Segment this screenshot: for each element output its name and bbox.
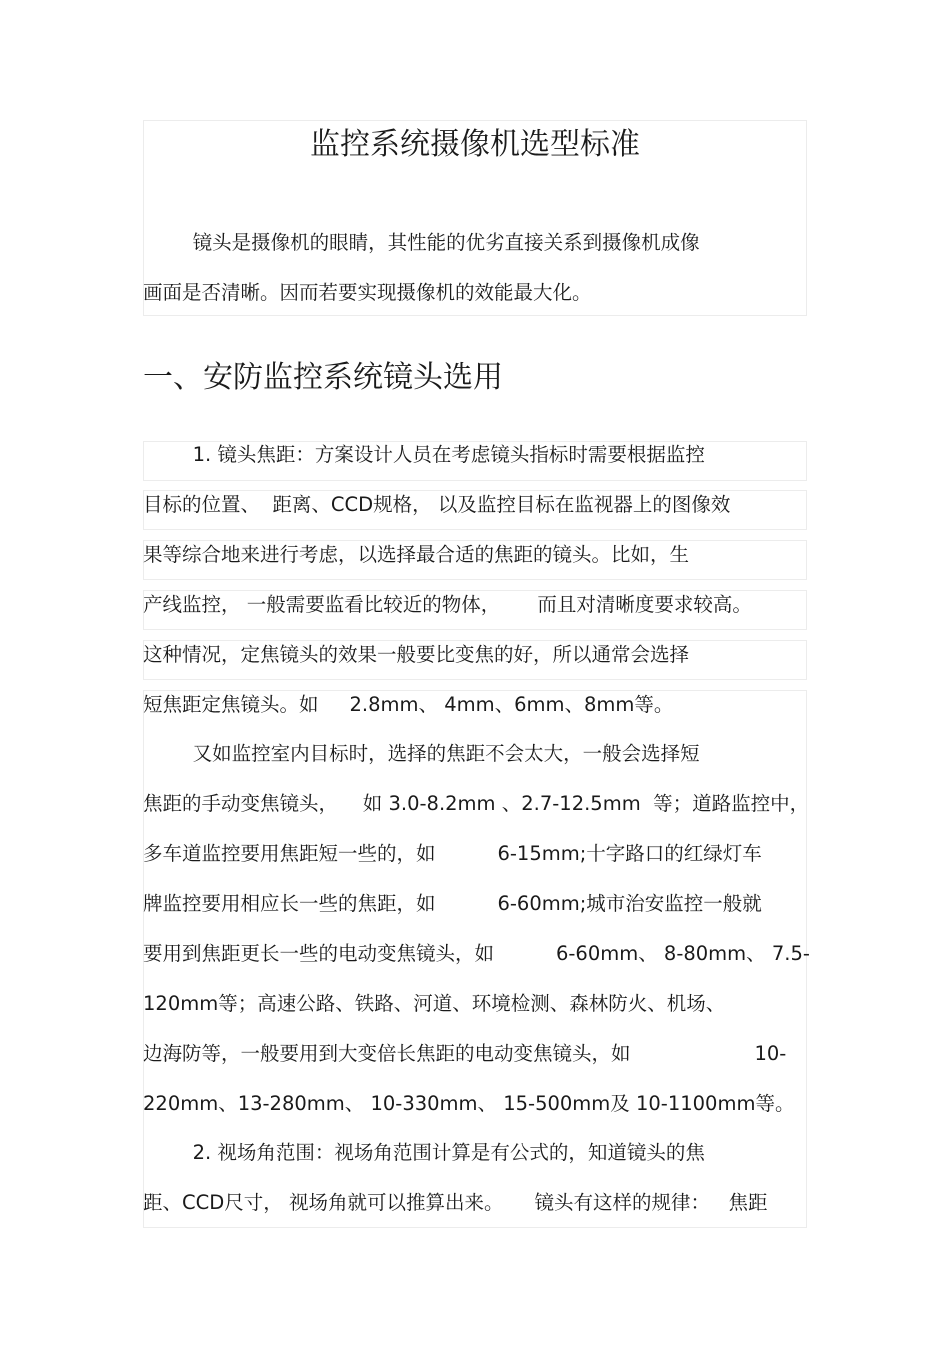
body-line: 短焦距定焦镜头。如 2.8mm、 4mm、6mm、8mm等。 — [143, 693, 674, 716]
body-line: 边海防等，一般要用到大变倍长焦距的电动变焦镜头，如 10- — [143, 1042, 787, 1065]
body-line: 120mm等；高速公路、铁路、河道、环境检测、森林防火、机场、 — [143, 992, 726, 1015]
body-line: 这种情况，定焦镜头的效果一般要比变焦的好，所以通常会选择 — [143, 643, 690, 666]
body-line: 要用到焦距更长一些的电动变焦镜头，如 6-60mm、 8-80mm、 7.5- — [143, 942, 810, 965]
body-line: 产线监控， 一般需要监看比较近的物体， 而且对清晰度要求较高。 — [143, 593, 752, 616]
body-line: 多车道监控要用焦距短一些的，如 6-15mm;十字路口的红绿灯车 — [143, 842, 762, 865]
body-line: 1. 镜头焦距：方案设计人员在考虑镜头指标时需要根据监控 — [143, 443, 705, 466]
body-line: 果等综合地来进行考虑，以选择最合适的焦距的镜头。比如，生 — [143, 543, 690, 566]
section-heading: 一、安防监控系统镜头选用 — [143, 360, 503, 395]
body-line: 2. 视场角范围：视场角范围计算是有公式的，知道镜头的焦 — [143, 1141, 705, 1164]
body-line: 焦距的手动变焦镜头， 如 3.0-8.2mm 、2.7-12.5mm 等；道路监控中， — [143, 792, 810, 815]
body-line: 距、CCD尺寸， 视场角就可以推算出来。 镜头有这样的规律： 焦距 — [143, 1191, 768, 1214]
body-line: 牌监控要用相应长一些的焦距，如 6-60mm;城市治安监控一般就 — [143, 892, 762, 915]
intro-line: 画面是否清晰。因而若要实现摄像机的效能最大化。 — [143, 281, 592, 304]
body-line: 又如监控室内目标时，选择的焦距不会太大，一般会选择短 — [143, 742, 700, 765]
intro-line: 镜头是摄像机的眼睛，其性能的优劣直接关系到摄像机成像 — [143, 231, 700, 254]
body-line: 220mm、13-280mm、 10-330mm、 15-500mm及 10-1100mm等。 — [143, 1092, 795, 1115]
body-line: 目标的位置、 距离、CCD规格， 以及监控目标在监视器上的图像效 — [143, 493, 731, 516]
document-title: 监控系统摄像机选型标准 — [310, 127, 640, 162]
